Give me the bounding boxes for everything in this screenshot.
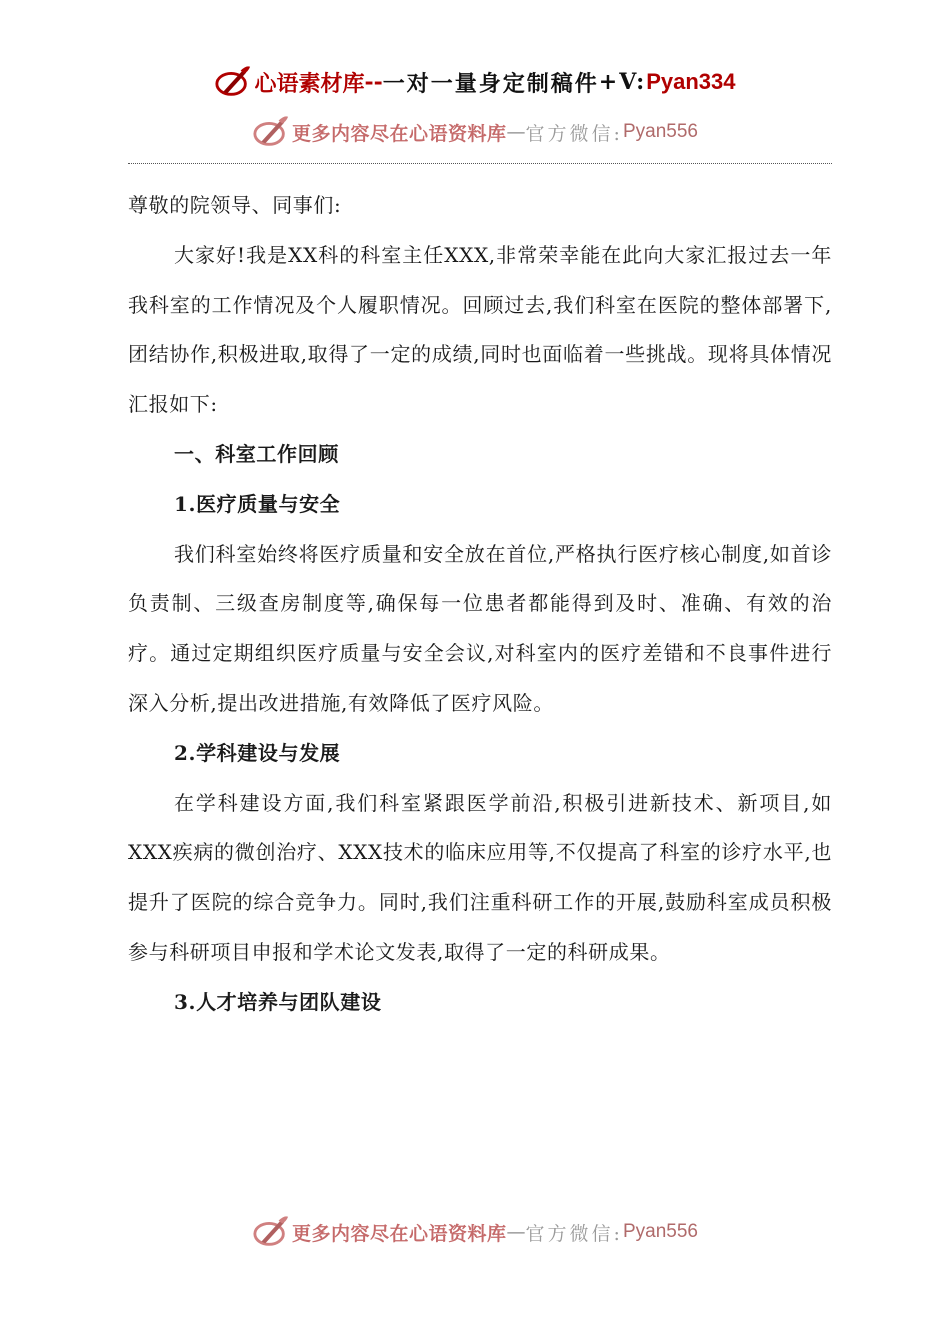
header-contact: Pyan334 bbox=[646, 69, 736, 94]
brush-logo-icon bbox=[214, 63, 252, 101]
header-divider bbox=[128, 163, 832, 164]
subheader-wechat: Pyan556 bbox=[622, 121, 698, 142]
footer-dash: — bbox=[506, 1221, 526, 1243]
subsection-1-heading: 1.医疗质量与安全 bbox=[174, 491, 341, 516]
document-body bbox=[128, 181, 832, 1028]
footer-text: 更多内容尽在心语资料库 bbox=[292, 1222, 507, 1245]
subheader-banner bbox=[0, 112, 950, 152]
header-banner bbox=[0, 62, 950, 102]
brush-logo-icon bbox=[252, 113, 290, 151]
intro-paragraph: 大家好!我是XX科的科室主任XXX,非常荣幸能在此向大家汇报过去一年我科室的工作情况及个人履职情况。回顾过去,我们科室在医院的整体部署下,团结协作,积极进取,取得了一定的成绩,同时也面临着一些挑战。现将具体情况汇报如下: bbox=[128, 242, 832, 417]
greeting: 尊敬的院领导、同事们: bbox=[128, 193, 342, 217]
subsection-3-heading: 3.人才培养与团队建设 bbox=[174, 989, 382, 1014]
subheader-text: 更多内容尽在心语资料库 bbox=[292, 122, 507, 145]
header-plus-v: +V: bbox=[598, 69, 647, 95]
subheader-official: 官方微信: bbox=[525, 122, 623, 145]
footer-wechat: Pyan556 bbox=[622, 1221, 698, 1242]
header-tagline: 一对一量身定制稿件 bbox=[382, 70, 599, 97]
subheader-dash: — bbox=[506, 121, 526, 143]
footer-official: 官方微信: bbox=[525, 1222, 623, 1245]
header-separator: -- bbox=[364, 69, 383, 95]
section-1-heading: 一、科室工作回顾 bbox=[174, 441, 339, 466]
footer-banner bbox=[0, 1212, 950, 1252]
brand-name: 心语素材库 bbox=[254, 70, 365, 97]
subsection-2-heading: 2.学科建设与发展 bbox=[174, 740, 341, 765]
subsection-1-body: 我们科室始终将医疗质量和安全放在首位,严格执行医疗核心制度,如首诊负责制、三级查房制度等,确保每一位患者都能得到及时、准确、有效的治疗。通过定期组织医疗质量与安全会议,对科室内的医疗差错和不良事件进行深入分析,提出改进措施,有效降低了医疗风险。 bbox=[128, 541, 832, 715]
subsection-2-body: 在学科建设方面,我们科室紧跟医学前沿,积极引进新技术、新项目,如XXX疾病的微创治疗、XXX技术的临床应用等,不仅提高了科室的诊疗水平,也提升了医院的综合竞争力。同时,我们注重科研工作的开展,鼓励科室成员积极参与科研项目申报和学术论文发表,取得了一定的科研成果。 bbox=[128, 790, 832, 964]
brush-logo-icon bbox=[252, 1213, 290, 1251]
